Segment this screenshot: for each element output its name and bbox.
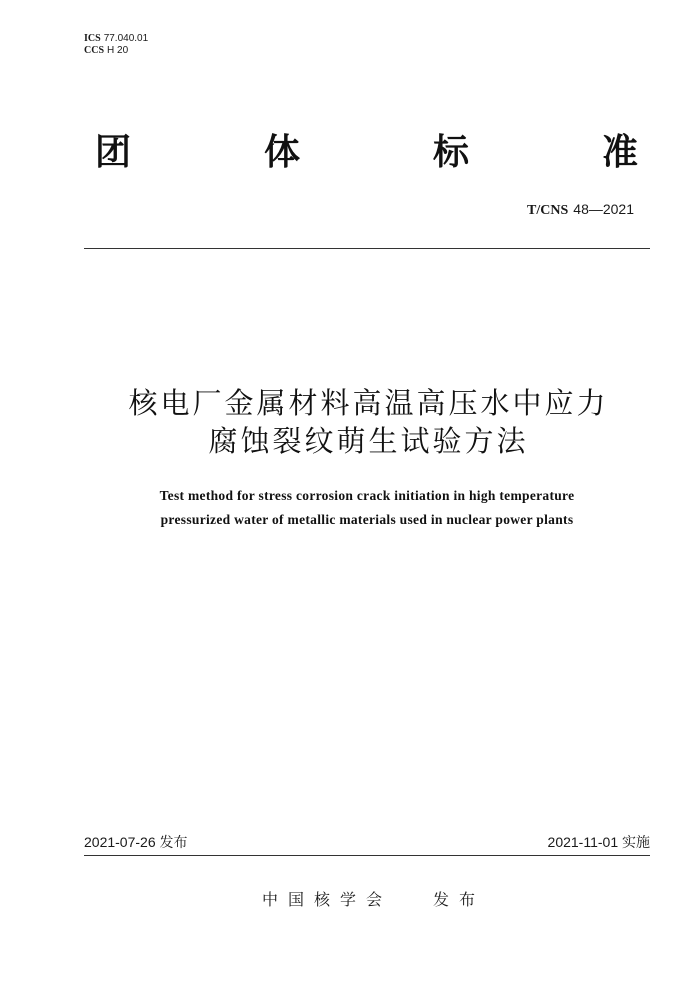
standard-code-prefix: T/CNS	[527, 203, 569, 218]
standard-type-char: 团	[95, 132, 132, 173]
ics-value: 77.040.01	[103, 33, 149, 44]
top-divider	[84, 248, 650, 249]
title-cn-line1: 核电厂金属材料高温高压水中应力	[128, 386, 609, 420]
ccs-value: H 20	[107, 45, 129, 56]
bottom-divider	[84, 855, 650, 856]
ics-code	[84, 33, 148, 45]
publisher-org: 中国核学会	[262, 890, 393, 909]
implement-date: 2021-11-01 实施	[547, 834, 650, 850]
title-en-line1: Test method for stress corrosion crack initiation in high temperature	[159, 488, 575, 503]
title-cn-line2: 腐蚀裂纹萌生试验方法	[208, 424, 529, 458]
ccs-label: CCS	[84, 45, 105, 56]
standard-type-char: 准	[601, 132, 638, 173]
title-en-line2: pressurized water of metallic materials used in nuclear power plants	[160, 512, 574, 527]
ics-label: ICS	[84, 33, 101, 44]
standard-type-heading	[95, 132, 638, 174]
standard-type-char: 体	[263, 132, 300, 173]
standard-code-number: 48—2021	[573, 201, 634, 217]
standard-code	[527, 200, 634, 220]
issue-date: 2021-07-26 发布	[84, 834, 188, 850]
ccs-code	[84, 45, 128, 57]
standard-type-char: 标	[432, 132, 469, 173]
publisher-action: 发布	[433, 890, 486, 909]
